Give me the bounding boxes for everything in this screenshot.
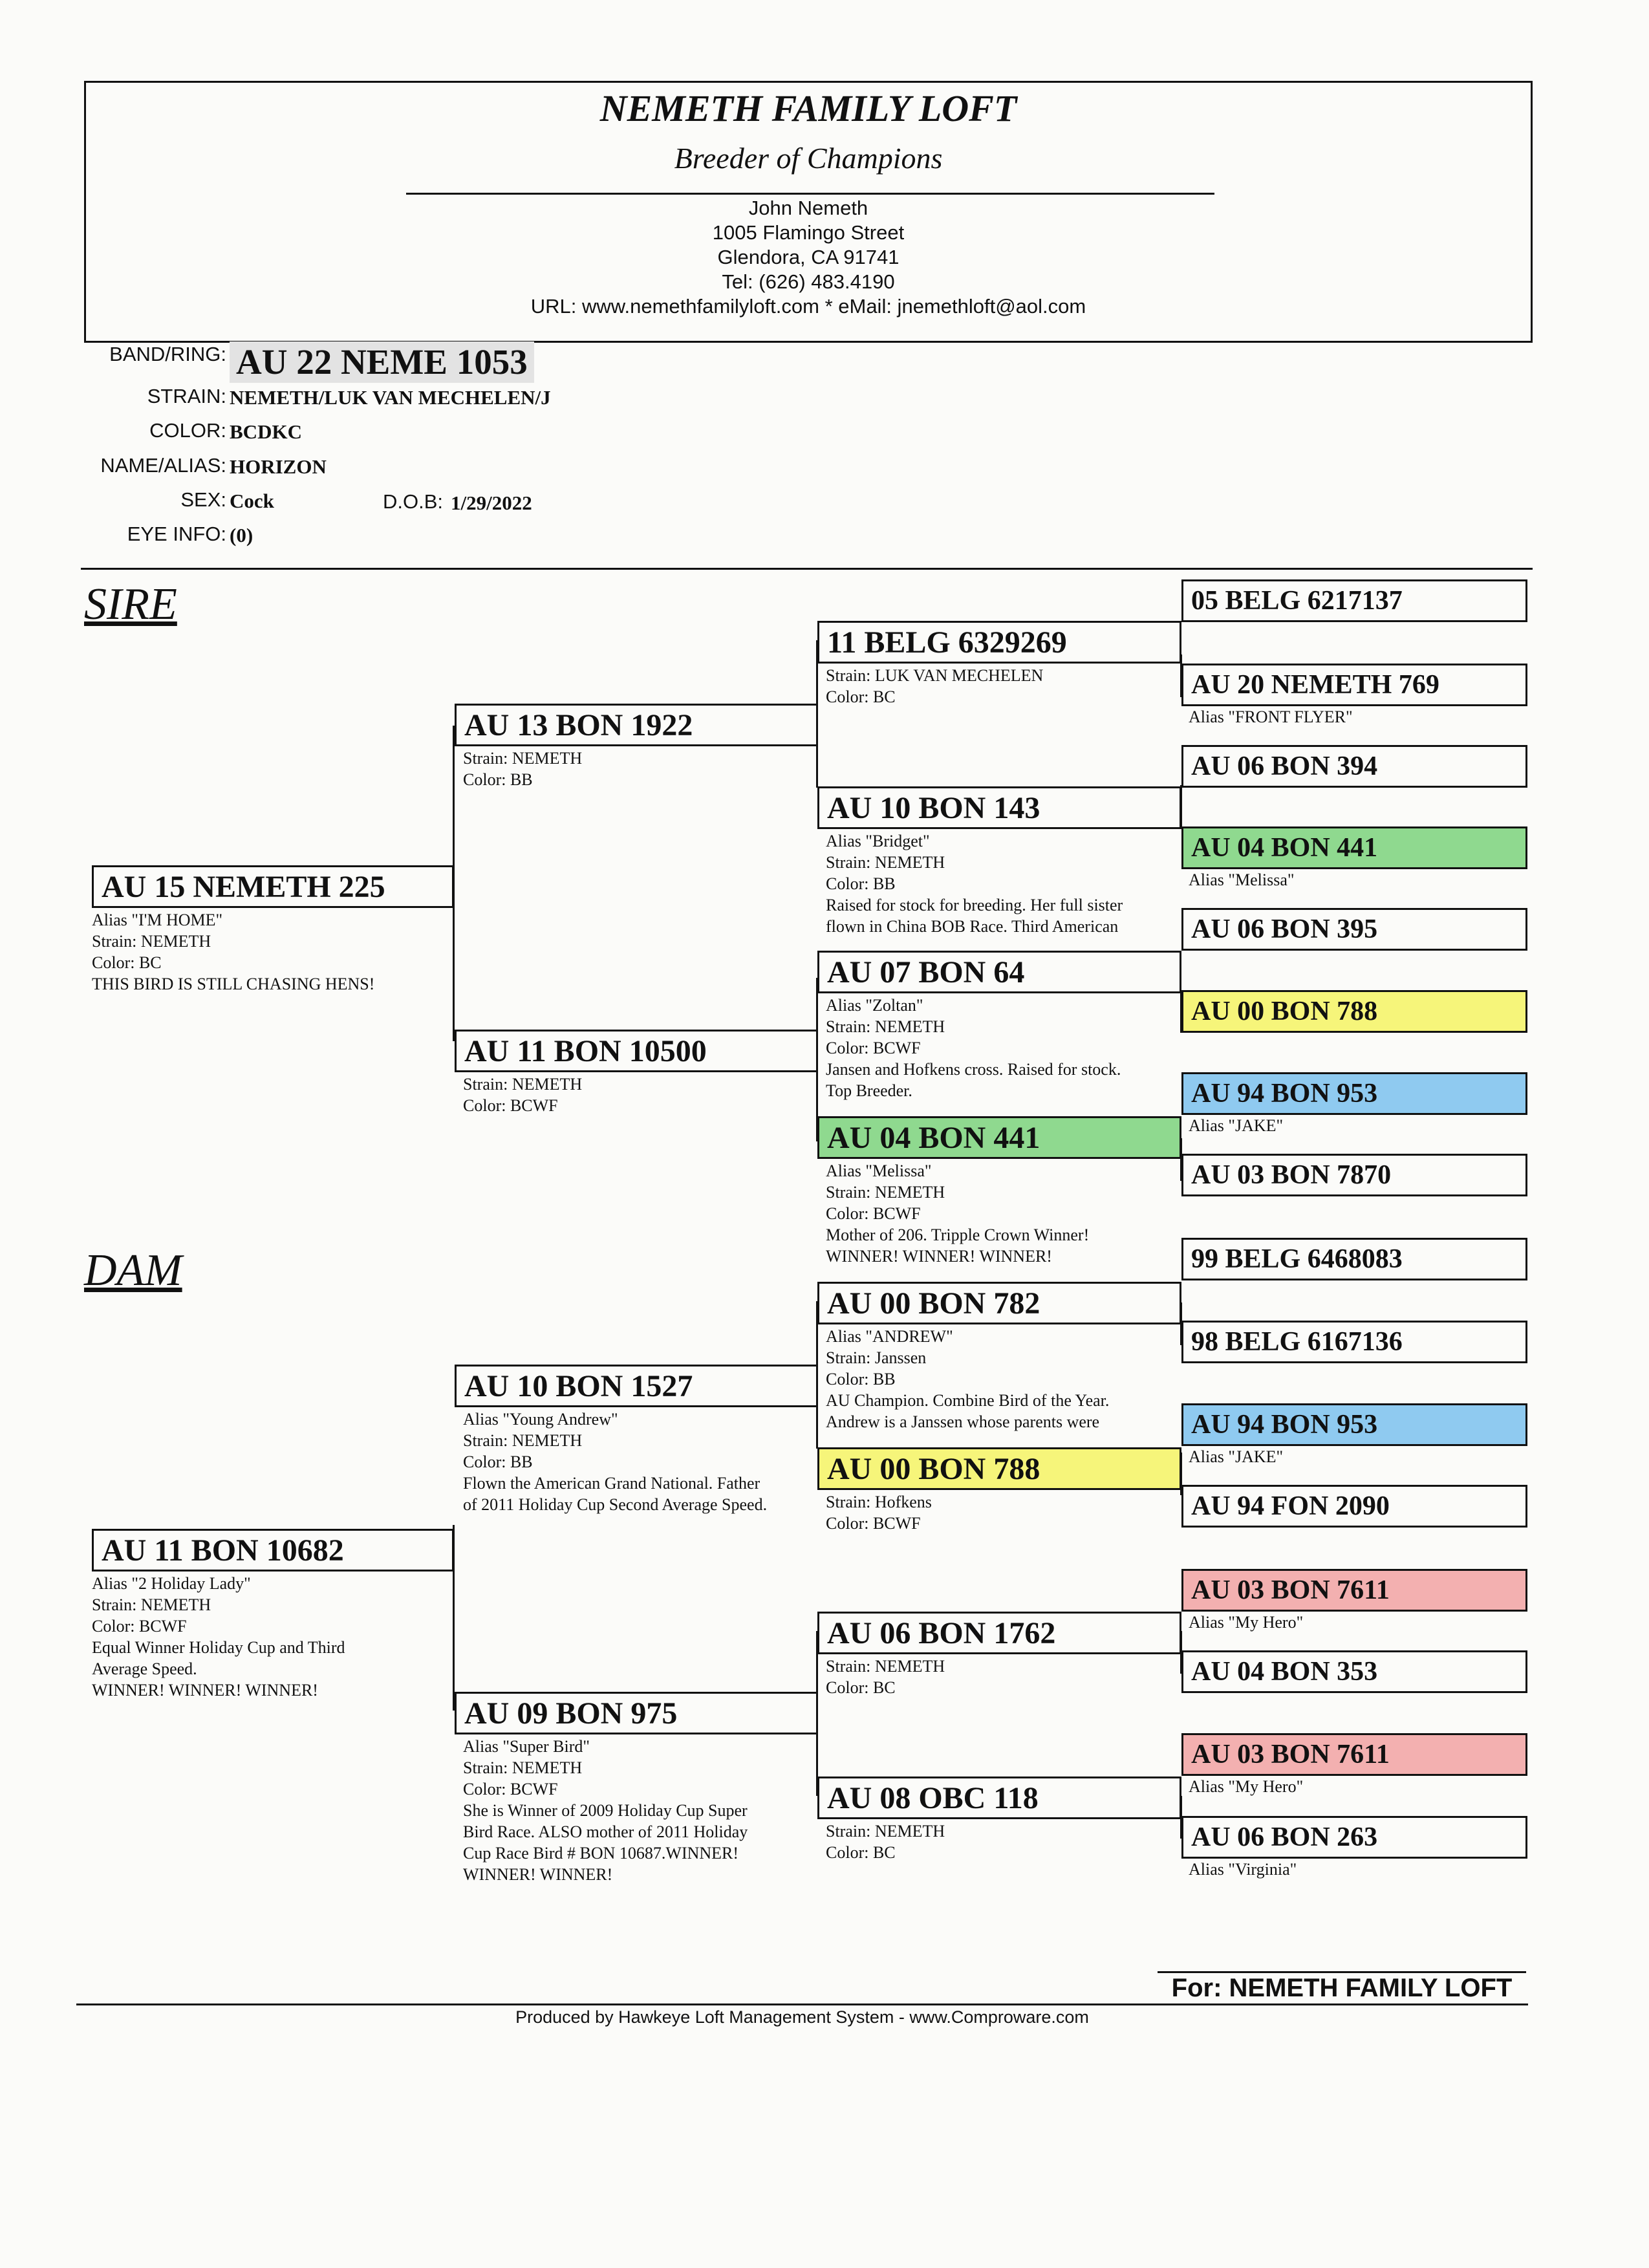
gen3-info-line: Jansen and Hofkens cross. Raised for stock. bbox=[826, 1060, 1121, 1079]
gen4-band-4: AU 04 BON 441 bbox=[1181, 826, 1527, 869]
gen3-info-1 bbox=[826, 665, 1043, 707]
gen3-info-line: Strain: Janssen bbox=[826, 1348, 927, 1367]
gen2-sire-dam-band: AU 11 BON 10500 bbox=[455, 1030, 818, 1072]
sire-info-line: THIS BIRD IS STILL CHASING HENS! bbox=[92, 975, 375, 993]
strain-label: STRAIN: bbox=[147, 385, 226, 407]
gen3-info-line: Alias "Bridget" bbox=[826, 832, 930, 850]
gen3-info-line: Color: BCWF bbox=[826, 1204, 921, 1223]
gen2-info-line: Color: BB bbox=[463, 770, 533, 789]
gen3-info-line: Andrew is a Janssen whose parents were bbox=[826, 1412, 1100, 1431]
gen4-band-14: AU 04 BON 353 bbox=[1181, 1650, 1527, 1693]
gen4-band-1: 05 BELG 6217137 bbox=[1181, 579, 1527, 622]
dob-label: D.O.B: bbox=[382, 490, 443, 513]
sire-heading: SIRE bbox=[84, 579, 177, 629]
gen2-info-line: WINNER! WINNER! bbox=[463, 1865, 613, 1884]
dam-info-line: Average Speed. bbox=[92, 1659, 197, 1678]
gen3-info-line: Color: BB bbox=[826, 874, 896, 893]
dam-info-line: WINNER! WINNER! WINNER! bbox=[92, 1681, 318, 1700]
gen2-info-line: Strain: NEMETH bbox=[463, 1758, 583, 1777]
header-divider bbox=[406, 193, 1214, 195]
gen2-dam-dam-band: AU 09 BON 975 bbox=[455, 1692, 818, 1734]
gen2-info-line: Color: BCWF bbox=[463, 1096, 558, 1115]
gen3-info-line: Top Breeder. bbox=[826, 1081, 912, 1100]
gen3-info-line: Color: BC bbox=[826, 1843, 896, 1862]
sire-info-line: Color: BC bbox=[92, 953, 162, 972]
gen3-info-line: Color: BB bbox=[826, 1370, 896, 1388]
gen3-info-8 bbox=[826, 1820, 945, 1863]
gen3-band-4: AU 04 BON 441 bbox=[817, 1116, 1181, 1159]
color-label: COLOR: bbox=[149, 419, 226, 442]
footer-rule bbox=[76, 2003, 1528, 2005]
gen2-info-line: She is Winner of 2009 Holiday Cup Super bbox=[463, 1801, 748, 1820]
gen2-info-line: Flown the American Grand National. Father bbox=[463, 1474, 760, 1493]
gen3-info-line: Mother of 206. Tripple Crown Winner! bbox=[826, 1226, 1090, 1244]
owner-city: Glendora, CA 91741 bbox=[717, 246, 900, 268]
gen3-band-3: AU 07 BON 64 bbox=[817, 951, 1181, 993]
gen2-sire-sire-info bbox=[463, 748, 582, 790]
gen3-info-7 bbox=[826, 1656, 945, 1698]
sire-info-line: Strain: NEMETH bbox=[92, 932, 211, 951]
dam-info-line: Equal Winner Holiday Cup and Third bbox=[92, 1638, 345, 1657]
footer-produced-by: Produced by Hawkeye Loft Management System - www.Comproware.com bbox=[515, 2007, 1089, 2027]
sex-value: Cock bbox=[230, 490, 274, 512]
gen3-info-line: Raised for stock for breeding. Her full sister bbox=[826, 896, 1123, 914]
gen4-band-16: AU 06 BON 263 bbox=[1181, 1816, 1527, 1859]
gen3-info-line: Strain: NEMETH bbox=[826, 1822, 945, 1841]
owner-tel: Tel: (626) 483.4190 bbox=[722, 270, 895, 293]
alias-value: HORIZON bbox=[230, 455, 327, 478]
gen2-info-line: Strain: NEMETH bbox=[463, 1431, 583, 1450]
gen4-alias-4: Alias "Melissa" bbox=[1189, 870, 1295, 889]
gen4-alias-16: Alias "Virginia" bbox=[1189, 1860, 1297, 1879]
gen4-alias-15: Alias "My Hero" bbox=[1189, 1777, 1304, 1796]
gen3-band-6: AU 00 BON 788 bbox=[817, 1447, 1181, 1490]
dam-info-line: Alias "2 Holiday Lady" bbox=[92, 1574, 251, 1593]
sire-band: AU 15 NEMETH 225 bbox=[92, 865, 454, 908]
gen2-info-line: Color: BB bbox=[463, 1453, 533, 1471]
band-number: AU 22 NEME 1053 bbox=[230, 341, 534, 383]
gen4-band-2: AU 20 NEMETH 769 bbox=[1181, 664, 1527, 706]
gen3-band-5: AU 00 BON 782 bbox=[817, 1282, 1181, 1324]
gen4-band-13: AU 03 BON 7611 bbox=[1181, 1569, 1527, 1612]
owner-street: 1005 Flamingo Street bbox=[712, 221, 905, 244]
eye-value: (0) bbox=[230, 524, 253, 546]
footer-for: For: NEMETH FAMILY LOFT bbox=[1171, 1974, 1513, 2002]
gen3-info-line: Color: BCWF bbox=[826, 1039, 921, 1057]
gen3-info-line: Strain: NEMETH bbox=[826, 1183, 945, 1202]
info-divider bbox=[81, 568, 1533, 570]
owner-name: John Nemeth bbox=[748, 197, 868, 219]
gen2-info-line: Cup Race Bird # BON 10687.WINNER! bbox=[463, 1844, 739, 1863]
gen3-info-line: WINNER! WINNER! WINNER! bbox=[826, 1247, 1052, 1266]
gen2-sire-sire-band: AU 13 BON 1922 bbox=[455, 704, 818, 746]
gen4-band-11: AU 94 BON 953 bbox=[1181, 1403, 1527, 1446]
gen4-band-10: 98 BELG 6167136 bbox=[1181, 1321, 1527, 1363]
gen3-band-7: AU 06 BON 1762 bbox=[817, 1612, 1181, 1654]
gen4-band-8: AU 03 BON 7870 bbox=[1181, 1154, 1527, 1196]
gen2-dam-sire-info bbox=[463, 1409, 767, 1515]
color-value: BCDKC bbox=[230, 420, 302, 443]
eye-label: EYE INFO: bbox=[127, 523, 226, 545]
gen2-info-line: Alias "Young Andrew" bbox=[463, 1410, 618, 1429]
gen2-dam-sire-band: AU 10 BON 1527 bbox=[455, 1365, 818, 1407]
gen3-band-2: AU 10 BON 143 bbox=[817, 786, 1181, 829]
loft-subtitle: Breeder of Champions bbox=[674, 142, 943, 175]
gen2-dam-dam-info bbox=[463, 1736, 748, 1885]
sire-info bbox=[92, 909, 374, 995]
gen4-alias-7: Alias "JAKE" bbox=[1189, 1116, 1284, 1135]
dob-value: 1/29/2022 bbox=[451, 491, 532, 514]
gen2-info-line: of 2011 Holiday Cup Second Average Speed. bbox=[463, 1495, 768, 1514]
gen2-info-line: Alias "Super Bird" bbox=[463, 1737, 590, 1756]
gen3-info-6 bbox=[826, 1491, 932, 1534]
gen4-band-15: AU 03 BON 7611 bbox=[1181, 1733, 1527, 1776]
gen3-info-3 bbox=[826, 995, 1121, 1101]
gen3-band-8: AU 08 OBC 118 bbox=[817, 1777, 1181, 1819]
sire-info-line: Alias "I'M HOME" bbox=[92, 911, 223, 929]
alias-label: NAME/ALIAS: bbox=[100, 454, 226, 477]
header-box bbox=[84, 81, 1533, 343]
dam-info-line: Strain: NEMETH bbox=[92, 1595, 211, 1614]
gen3-info-line: Strain: NEMETH bbox=[826, 853, 945, 872]
gen2-info-line: Bird Race. ALSO mother of 2011 Holiday bbox=[463, 1822, 748, 1841]
gen3-band-1: 11 BELG 6329269 bbox=[817, 621, 1181, 664]
gen3-info-line: Alias "Zoltan" bbox=[826, 996, 923, 1015]
footer-for-rule bbox=[1158, 1971, 1526, 1973]
gen2-sire-dam-info bbox=[463, 1074, 582, 1116]
gen4-band-3: AU 06 BON 394 bbox=[1181, 745, 1527, 788]
gen3-info-2 bbox=[826, 830, 1123, 937]
gen3-info-line: Color: BC bbox=[826, 687, 896, 706]
gen3-info-line: AU Champion. Combine Bird of the Year. bbox=[826, 1391, 1110, 1410]
dam-info bbox=[92, 1573, 345, 1701]
dam-info-line: Color: BCWF bbox=[92, 1617, 187, 1636]
gen4-alias-13: Alias "My Hero" bbox=[1189, 1613, 1304, 1632]
gen3-info-line: Strain: NEMETH bbox=[826, 1657, 945, 1676]
gen4-alias-2: Alias "FRONT FLYER" bbox=[1189, 707, 1353, 726]
gen3-info-line: Color: BCWF bbox=[826, 1514, 921, 1533]
gen3-info-line: Strain: NEMETH bbox=[826, 1017, 945, 1036]
strain-value: NEMETH/LUK VAN MECHELEN/J bbox=[230, 386, 551, 409]
gen4-band-7: AU 94 BON 953 bbox=[1181, 1072, 1527, 1115]
owner-url-email: URL: www.nemethfamilyloft.com * eMail: jnemethloft@aol.com bbox=[530, 295, 1086, 318]
sex-label: SEX: bbox=[180, 488, 226, 511]
gen3-info-line: Alias "Melissa" bbox=[826, 1161, 932, 1180]
dam-heading: DAM bbox=[84, 1246, 182, 1295]
gen2-info-line: Strain: NEMETH bbox=[463, 1075, 583, 1094]
gen4-alias-11: Alias "JAKE" bbox=[1189, 1447, 1284, 1466]
gen3-info-4 bbox=[826, 1160, 1089, 1267]
gen3-info-line: Strain: LUK VAN MECHELEN bbox=[826, 666, 1044, 685]
gen3-info-line: Color: BC bbox=[826, 1678, 896, 1697]
gen3-info-line: Strain: Hofkens bbox=[826, 1493, 932, 1511]
gen4-band-5: AU 06 BON 395 bbox=[1181, 908, 1527, 951]
gen4-band-6: AU 00 BON 788 bbox=[1181, 990, 1527, 1033]
gen3-info-line: Alias "ANDREW" bbox=[826, 1327, 953, 1346]
gen2-info-line: Color: BCWF bbox=[463, 1780, 558, 1798]
gen2-info-line: Strain: NEMETH bbox=[463, 749, 583, 768]
loft-title: NEMETH FAMILY LOFT bbox=[599, 87, 1017, 129]
gen3-info-line: flown in China BOB Race. Third American bbox=[826, 917, 1119, 936]
band-label: BAND/RING: bbox=[109, 343, 226, 365]
gen4-band-12: AU 94 FON 2090 bbox=[1181, 1485, 1527, 1528]
gen4-band-9: 99 BELG 6468083 bbox=[1181, 1238, 1527, 1280]
gen3-info-5 bbox=[826, 1326, 1109, 1432]
dam-band: AU 11 BON 10682 bbox=[92, 1529, 454, 1571]
